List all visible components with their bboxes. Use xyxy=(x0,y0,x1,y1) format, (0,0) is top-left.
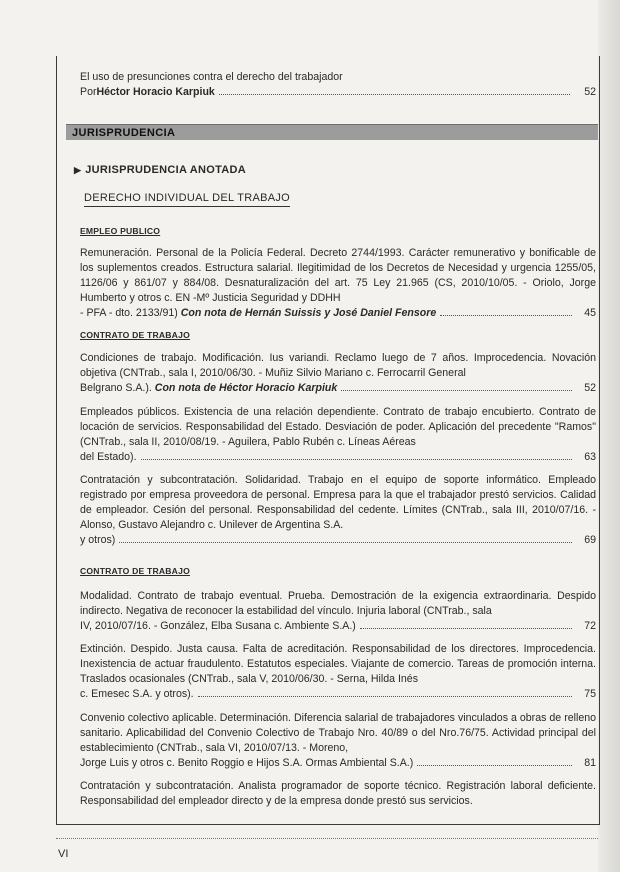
toc-entry xyxy=(80,589,596,634)
entry-tail: Jorge Luis y otros c. Benito Roggio e Hijos S.A. Ormas Ambiental S.A.) xyxy=(80,757,414,769)
entry-tail: - PFA - dto. 2133/91) xyxy=(80,307,181,319)
entry-text: Remuneración. Personal de la Policía Federal. Decreto 2744/1993. Carácter remunerativo y bonificable de los suplementos creados. Estructura salarial. Ilegitimidad de los Decretos de Necesidad y urgencia 1255/05, 1126/06 y 861/07 y 884/08. Desnaturalización del art. 75 Ley 21.965 (CS, 2010/10/05. - Oriolo, Jorge Humberto y otros c. EN -Mº Justicia Seguridad y DDHH xyxy=(80,247,596,304)
triangle-bullet-icon: ▶ xyxy=(74,165,82,175)
entry-last-line xyxy=(80,687,596,702)
page-number: 52 xyxy=(584,382,596,394)
toc-entry xyxy=(80,246,596,321)
dot-leader xyxy=(141,459,572,460)
entry-tail: IV, 2010/07/16. - González, Elba Susana c. Ambiente S.A.) xyxy=(80,620,356,632)
top-toc-entry xyxy=(80,70,596,100)
dot-leader xyxy=(119,542,572,543)
subsection-heading xyxy=(74,164,246,176)
entry-last-line xyxy=(80,756,596,771)
entry-tail: del Estado). xyxy=(80,451,137,463)
toc-entry xyxy=(80,351,596,396)
branch-heading: DERECHO INDIVIDUAL DEL TRABAJO xyxy=(84,192,290,207)
entry-text: Contratación y subcontratación. Solidaridad. Trabajo en el equipo de soporte informático. Empleado registrado por empresa proveedora de personal. Empresa para la que el trabajador prestó servicios. Calidad de empleador. Cesión del personal. Responsabilidad del cedente. Límites (CNTrab., sala III, 2010/07/16. - Alonso, Gustavo Alejandro c. Unilever de Argentina S.A. xyxy=(80,474,596,531)
category-empleo-publico: EMPLEO PUBLICO xyxy=(80,226,161,236)
entry-text: Modalidad. Contrato de trabajo eventual. Prueba. Demostración de la exigencia extraordinaria. Despido indirecto. Negativa de reconocer la estabilidad del vínculo. Injuria laboral (CNTrab., sala xyxy=(80,590,596,617)
entry-last-line xyxy=(80,619,596,634)
dot-leader xyxy=(219,94,570,95)
toc-entry xyxy=(80,473,596,548)
page-number: 52 xyxy=(584,86,596,98)
entry-last-line xyxy=(80,533,596,548)
entry-text: Condiciones de trabajo. Modificación. Ius variandi. Reclamo luego de 7 años. Improcedencia. Novación objetiva (CNTrab., sala I, 2010/06/30. - Muñiz Silvio Mariano c. Ferrocarril General xyxy=(80,352,596,379)
page-edge-shadow xyxy=(598,0,620,872)
top-entry-author: Héctor Horacio Karpiuk xyxy=(96,86,215,98)
entry-note: Con nota de Héctor Horacio Karpiuk xyxy=(154,382,338,394)
entry-tail: y otros) xyxy=(80,534,116,546)
section-heading-jurisprudencia: JURISPRUDENCIA xyxy=(66,124,598,140)
top-entry-author-line xyxy=(80,85,596,100)
toc-entry xyxy=(80,779,596,809)
toc-entry xyxy=(80,642,596,702)
entry-text: Extinción. Despido. Justa causa. Falta de acreditación. Responsabilidad de los directores. Improcedencia. Inexistencia de actuar fraudulento. Estatutos especiales. Viajante de comercio. Tareas de promoción interna. Traslados ocasionales (CNTrab., sala V, 2010/06/30. - Serna, Hilda Inés xyxy=(80,643,596,685)
entry-tail: c. Emesec S.A. y otros). xyxy=(80,688,194,700)
dot-leader xyxy=(360,628,572,629)
page-number: 45 xyxy=(584,307,596,319)
entry-text: Empleados públicos. Existencia de una relación dependiente. Contrato de trabajo encubierto. Contrato de locación de servicios. Responsabilidad del Estado. Desviación de poder. Aplicación del precedente "Ramos" (CNTrab., sala II, 2010/08/19. - Aguilera, Pablo Rubén c. Líneas Aéreas xyxy=(80,406,596,448)
page-number: 69 xyxy=(584,534,596,546)
by-prefix: Por xyxy=(80,86,97,98)
page-number: 63 xyxy=(584,451,596,463)
top-entry-title: El uso de presunciones contra el derecho del trabajador xyxy=(80,71,343,83)
page-number: 75 xyxy=(584,688,596,700)
toc-entry xyxy=(80,711,596,771)
entry-note: Con nota de Hernán Suissis y José Daniel Fensore xyxy=(180,307,437,319)
subsection-label: JURISPRUDENCIA ANOTADA xyxy=(85,164,247,176)
entry-text: Contratación y subcontratación. Analista programador de soporte técnico. Registración laboral deficiente. Responsabilidad del empleador directo y de la empresa donde prestó sus servicios. xyxy=(80,780,596,807)
dot-leader xyxy=(341,390,572,391)
page-number: 72 xyxy=(584,620,596,632)
toc-entry xyxy=(80,405,596,465)
category-contrato-de-trabajo: CONTRATO DE TRABAJO xyxy=(80,566,190,576)
dot-leader xyxy=(198,696,572,697)
dot-leader xyxy=(417,765,572,766)
entry-last-line xyxy=(80,450,596,465)
dot-leader xyxy=(440,315,572,316)
entry-tail: Belgrano S.A.). xyxy=(80,382,155,394)
footer-divider xyxy=(56,838,598,839)
page-folio: VI xyxy=(58,848,69,860)
entry-last-line xyxy=(80,306,596,321)
entry-text: Convenio colectivo aplicable. Determinación. Diferencia salarial de trabajadores vinculados a obras de relleno sanitario. Aplicabilidad del Convenio Colectivo de Trabajo Nro. 40/89 o del Nro.76/75. Actividad principal del establecimiento (CNTrab., sala VI, 2010/07/13. - Moreno, xyxy=(80,712,596,754)
page-number: 81 xyxy=(584,757,596,769)
entry-last-line xyxy=(80,381,596,396)
category-contrato-de-trabajo: CONTRATO DE TRABAJO xyxy=(80,330,190,340)
